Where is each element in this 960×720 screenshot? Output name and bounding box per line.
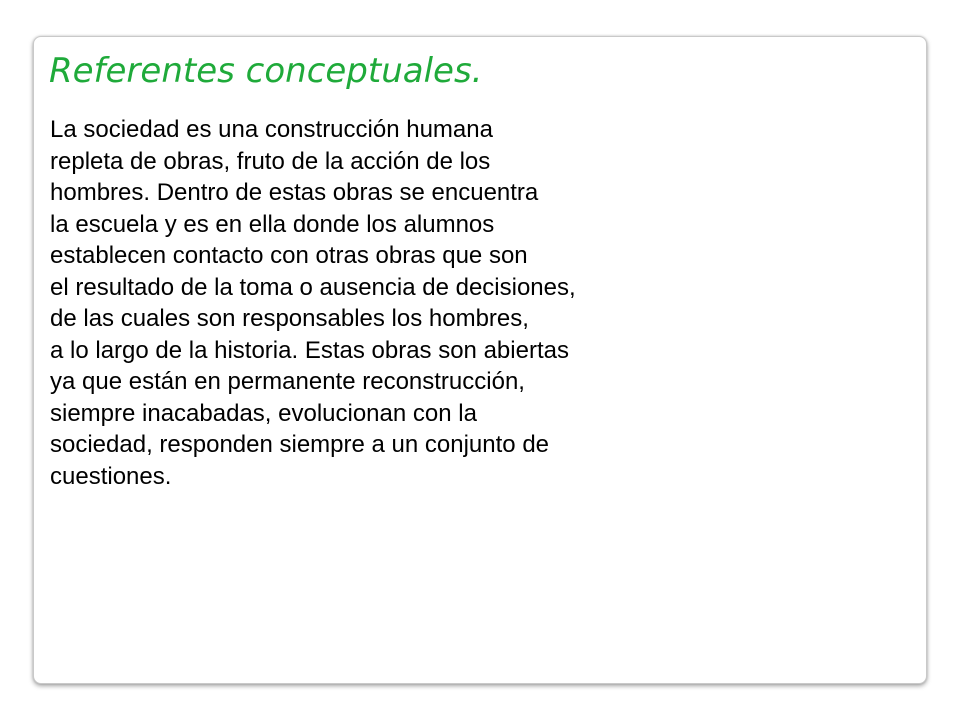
body-line: ya que están en permanente reconstrucción, [50,368,525,395]
body-line: de las cuales son responsables los hombres, [50,305,529,332]
body-line: establecen contacto con otras obras que son [50,242,528,269]
slide-title: Referentes conceptuales. [49,51,483,91]
body-line: La sociedad es una construcción humana [50,116,493,143]
body-line: sociedad, responden siempre a un conjunto de [50,431,550,458]
body-paragraph [50,114,576,492]
body-line: repleta de obras, fruto de la acción de los [50,147,491,175]
body-line: a lo largo de la historia. Estas obras son abiertas [50,336,569,364]
body-line: siempre inacabadas, evolucionan con la [50,399,477,427]
body-line: hombres. Dentro de estas obras se encuentra [50,179,539,206]
body-line: cuestiones. [50,462,172,490]
body-line: el resultado de la toma o ausencia de decisiones, [50,273,576,301]
body-line: la escuela y es en ella donde los alumnos [50,210,495,238]
